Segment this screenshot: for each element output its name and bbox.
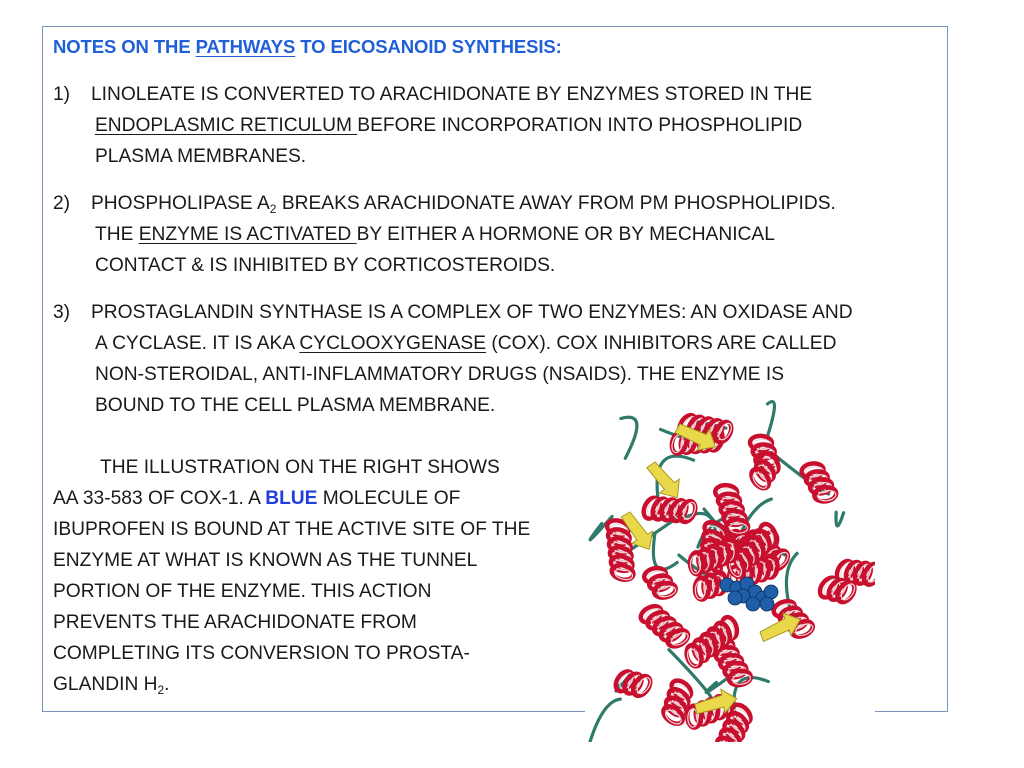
ibuprofen-atom	[760, 597, 774, 611]
point-2	[53, 188, 836, 281]
point-3-number: 3)	[53, 302, 71, 323]
cyclooxygenase-underlined: CYCLOOXYGENASE	[299, 333, 487, 354]
enzyme-activated-underlined: ENZYME IS ACTIVATED	[138, 224, 357, 245]
blue-word: BLUE	[265, 488, 318, 509]
note-text-4: ENZYME AT WHAT IS KNOWN AS THE TUNNEL	[53, 550, 478, 571]
point-1-text-3: PLASMA MEMBRANES.	[95, 146, 307, 167]
note-text-1: THE ILLUSTRATION ON THE RIGHT SHOWS	[100, 457, 500, 478]
point-2-text-2a: THE	[95, 224, 139, 245]
note-text-8a: GLANDIN H	[53, 674, 158, 695]
point-1	[53, 79, 812, 172]
point-2-text-1b: BREAKS ARACHIDONATE AWAY FROM PM PHOSPHOLIPIDS.	[276, 193, 836, 214]
point-2-subscript: 2	[269, 202, 277, 216]
note-line-2	[53, 483, 530, 514]
endoplasmic-reticulum-underlined: ENDOPLASMIC RETICULUM	[95, 115, 358, 136]
note-line-4	[53, 545, 530, 576]
note-text-5: PORTION OF THE ENZYME. THIS ACTION	[53, 581, 432, 602]
ibuprofen-atom	[728, 591, 742, 605]
coil-segment	[653, 534, 677, 569]
point-3-line-2	[53, 328, 853, 359]
point-3-line-3	[53, 359, 853, 390]
note-subscript: 2	[157, 683, 165, 697]
point-3-line-1	[53, 297, 853, 328]
point-1-text-2: BEFORE INCORPORATION INTO PHOSPHOLIPID	[357, 115, 803, 136]
cox1-protein-ribbon-structure	[585, 392, 875, 742]
point-3-text-2a: A CYCLASE. IT IS AKA	[95, 333, 300, 354]
ibuprofen-atom	[746, 597, 760, 611]
point-2-text-2b: BY EITHER A HORMONE OR BY MECHANICAL	[356, 224, 775, 245]
note-text-6: PREVENTS THE ARACHIDONATE FROM	[53, 612, 417, 633]
coil-segment	[621, 417, 637, 458]
title-pathways-underlined: PATHWAYS	[195, 36, 296, 57]
title-prefix: NOTES ON THE	[53, 36, 196, 57]
note-line-6	[53, 607, 530, 638]
note-text-8b: .	[164, 674, 170, 695]
protein-ribbon-svg	[585, 392, 875, 742]
point-2-line-1	[53, 188, 836, 219]
note-line-1	[53, 452, 530, 483]
coil-segment	[589, 699, 620, 742]
point-1-line-3	[53, 141, 812, 172]
point-3-text-1: PROSTAGLANDIN SYNTHASE IS A COMPLEX OF TWO ENZYMES: AN OXIDASE AND	[91, 302, 853, 323]
note-line-5	[53, 576, 530, 607]
title-suffix: TO EICOSANOID SYNTHESIS:	[295, 36, 562, 57]
point-1-line-2	[53, 110, 812, 141]
note-text-7: COMPLETING ITS CONVERSION TO PROSTA-	[53, 643, 470, 664]
point-2-text-3: CONTACT & IS INHIBITED BY CORTICOSTEROIDS.	[95, 255, 556, 276]
note-text-3: IBUPROFEN IS BOUND AT THE ACTIVE SITE OF THE	[53, 519, 531, 540]
point-1-number: 1)	[53, 84, 71, 105]
point-2-text-1a: PHOSPHOLIPASE A	[91, 193, 270, 214]
point-3-text-3: NON-STEROIDAL, ANTI-INFLAMMATORY DRUGS (NSAIDS). THE ENZYME IS	[95, 364, 785, 385]
point-1-line-1	[53, 79, 812, 110]
point-2-number: 2)	[53, 193, 71, 214]
note-text-2b: MOLECULE OF	[317, 488, 461, 509]
coil-segment	[767, 402, 774, 436]
point-3-text-2b: (COX). COX INHIBITORS ARE CALLED	[486, 333, 837, 354]
coil-segment	[706, 679, 727, 693]
note-line-3	[53, 514, 530, 545]
note-line-7	[53, 638, 530, 669]
note-text-2a: AA 33-583 OF COX-1. A	[53, 488, 266, 509]
coil-segment	[836, 512, 844, 526]
note-line-8	[53, 669, 530, 700]
point-2-line-2	[53, 219, 836, 250]
slide-title	[53, 31, 562, 62]
point-1-text-1: LINOLEATE IS CONVERTED TO ARACHIDONATE BY ENZYMES STORED IN THE	[91, 84, 813, 105]
point-3-text-4: BOUND TO THE CELL PLASMA MEMBRANE.	[95, 395, 496, 416]
point-2-line-3	[53, 250, 836, 281]
illustration-note	[53, 452, 530, 700]
